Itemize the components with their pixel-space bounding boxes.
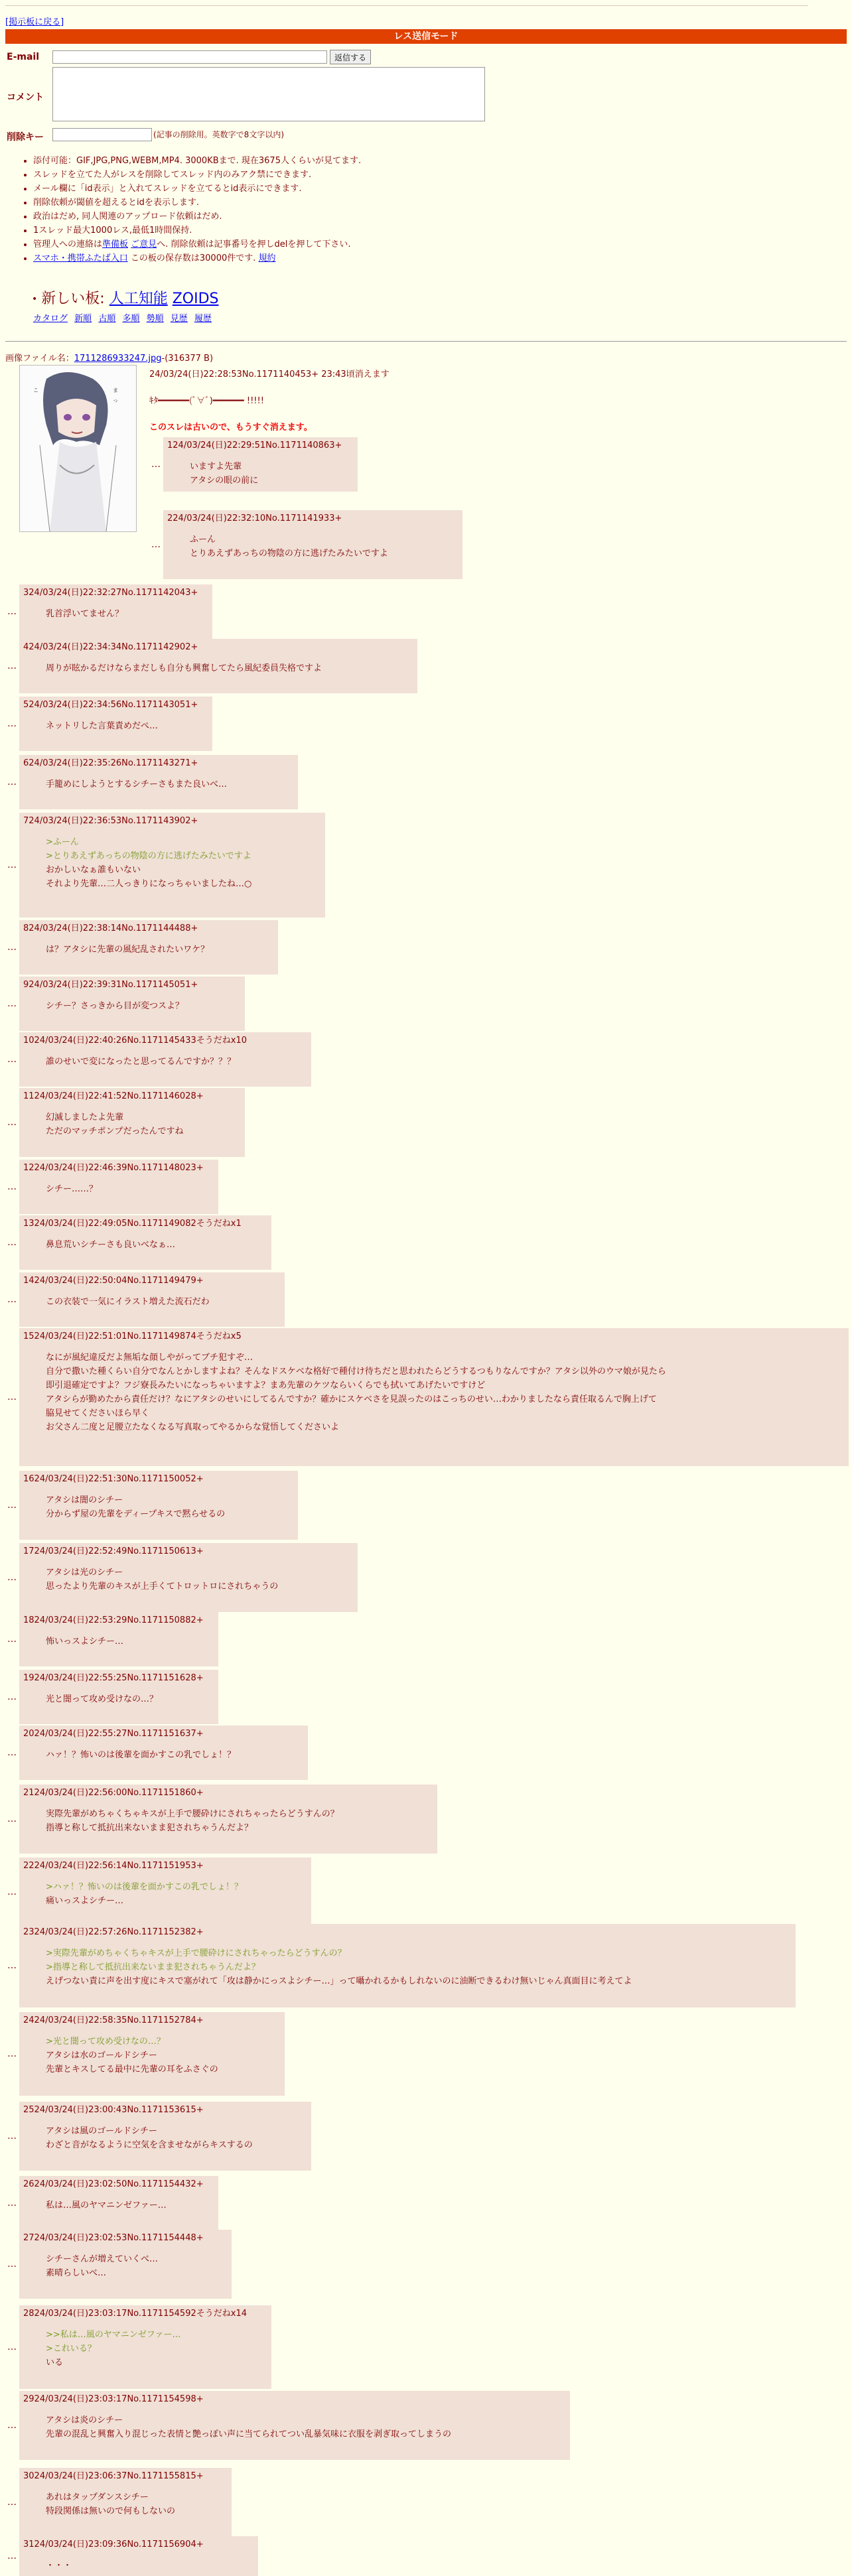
new-boards: [32, 287, 218, 308]
mobile-entrance-link[interactable]: スマホ・携帯ふたば入口: [33, 253, 128, 263]
reply-line: 幻滅しましたよ先輩: [46, 1113, 124, 1122]
ellipsis-icon: …: [7, 860, 17, 870]
ellipsis-icon: …: [7, 718, 17, 729]
back-to-board-link[interactable]: [掲示板に戻る]: [5, 17, 64, 27]
reply-line: 思ったより先輩のキスが上手くてトロットロにされちゃうの: [46, 1582, 279, 1592]
reply-header[interactable]: 1524/03/24(日)22:51:01No.1171149874そうだねx5: [23, 1331, 242, 1341]
quote-line: >>私は…風のヤマニンゼファー…: [46, 2330, 181, 2340]
rule-item: • 添付可能：GIF,JPG,PNG,WEBM,MP4. 3000KBまで. 現在3675人くらいが見てます.: [33, 155, 361, 167]
reply-line: アタシは闇のシチー: [46, 1495, 123, 1505]
ellipsis-icon: …: [7, 1887, 17, 1897]
viewed-history-link[interactable]: 見歴: [170, 314, 188, 324]
reply-line: なにが風紀違反だよ無垢な顔しやがってブチ犯すぞ…: [46, 1353, 253, 1363]
reply-line: 手籠めにしようとするシチーさもまた良いべ…: [46, 780, 228, 789]
ellipsis-icon: …: [7, 2049, 17, 2059]
quote-line: >これいる？: [46, 2344, 96, 2354]
reply-header[interactable]: 2024/03/24(日)22:55:27No.1171151637+: [23, 1729, 204, 1739]
reply-header[interactable]: 1024/03/24(日)22:40:26No.1171145433そうだねx10: [23, 1036, 247, 1046]
reply-header[interactable]: 1924/03/24(日)22:55:25No.1171151628+: [23, 1673, 204, 1683]
reply-body: [23, 1493, 294, 1521]
reply-post: [19, 584, 212, 639]
reply-line: それより先輩…二人っきりになっちゃいましたね…○: [46, 879, 252, 889]
reply-header[interactable]: 3124/03/24(日)23:09:36No.1171156904+: [23, 2540, 204, 2549]
opinion-link[interactable]: ご意見: [131, 239, 157, 249]
terms-link[interactable]: 規約: [258, 253, 276, 263]
op-body: ｷﾀ━━━━━━(ﾟ∀ﾟ)━━━━━━ !!!!!: [149, 396, 264, 406]
reply-post: [163, 510, 462, 579]
reply-line: アタシらが勤めたから責任だけ？なにアタシのせいにしてるんですか？確かにスケベさを見誤ったのはこっちのせい…わかりましたなら責任取るんで胸上げて: [46, 1394, 657, 1404]
reply-body: [23, 2490, 228, 2518]
reply-post: [19, 2230, 232, 2299]
reply-line: いますよ先輩: [190, 462, 242, 472]
delete-key-field[interactable]: [52, 128, 152, 141]
ellipsis-icon: …: [7, 606, 17, 617]
section-divider: [5, 341, 847, 342]
reply-post: [19, 1924, 796, 2007]
reply-post: [19, 2012, 285, 2096]
reply-body: [23, 1238, 267, 1252]
reply-body: [23, 2199, 214, 2212]
reply-header[interactable]: 124/03/24(日)22:29:51No.1171140863+: [167, 441, 342, 450]
rule-item: • メール欄に「id表示」と入れてスレッドを立てるとid表示にできます.: [33, 183, 361, 195]
reply-header[interactable]: 924/03/24(日)22:39:31No.1171145051+: [23, 980, 198, 990]
reply-body: [23, 2035, 281, 2076]
reply-body: [23, 835, 321, 891]
ellipsis-icon: …: [7, 1500, 17, 1511]
thread-expiry-warning: このスレは古いので、もうすぐ消えます。: [149, 423, 313, 433]
ellipsis-icon: …: [7, 1747, 17, 1758]
comment-label: コメント: [7, 92, 44, 103]
reply-header[interactable]: 2824/03/24(日)23:03:17No.1171154592そうだねx14: [23, 2309, 247, 2319]
reply-header[interactable]: 1424/03/24(日)22:50:04No.1171149479+: [23, 1276, 204, 1286]
reply-line: 先輩の混乱と興奮入り混じった表情と艶っぽい声に当てられてつい乱暴気味に衣服を剥ぎ取ってしまうの: [46, 2429, 452, 2439]
reply-post: [19, 1612, 218, 1666]
reply-header[interactable]: 2124/03/24(日)22:56:00No.1171151860+: [23, 1788, 204, 1798]
svg-text:っ: っ: [113, 397, 118, 403]
reply-header[interactable]: 1824/03/24(日)22:53:29No.1171150882+: [23, 1615, 204, 1625]
reply-body: [23, 778, 294, 791]
reply-body: [23, 661, 413, 675]
ellipsis-icon: …: [7, 1814, 17, 1824]
reply-body: [23, 1807, 433, 1835]
ellipsis-icon: …: [7, 1634, 17, 1645]
reply-line: 誰のせいで変になったと思ってるんですか？？？: [46, 1057, 236, 1067]
reply-header[interactable]: 424/03/24(日)22:34:34No.1171142902+: [23, 642, 198, 652]
reply-body: [23, 607, 208, 621]
reply-line: アタシは水のゴールドシチー: [46, 2051, 157, 2061]
svg-text:ま: ま: [113, 387, 118, 393]
reply-line: ネットリした言葉責めだぺ…: [46, 721, 159, 731]
reply-line: アタシの眼の前に: [190, 476, 259, 486]
reply-line: アタシは風のゴールドシチー: [46, 2126, 157, 2136]
reply-header[interactable]: 2224/03/24(日)22:56:14No.1171151953+: [23, 1861, 204, 1871]
reply-body: [23, 1566, 354, 1593]
reply-post: [19, 2536, 258, 2576]
reply-body: [23, 1055, 307, 1069]
rule-item-contact: [33, 239, 361, 251]
reply-post: [19, 1160, 218, 1214]
reply-post: [19, 1032, 311, 1087]
reply-line: お父さん二度と足腰立たなくなる写真取ってやるからな覚悟してくださいよ: [46, 1422, 340, 1432]
ellipsis-icon: …: [7, 661, 17, 671]
reply-header[interactable]: 224/03/24(日)22:32:10No.1171141933+: [167, 513, 342, 523]
rule-item: • スレッドを立てた人がレスを削除してスレッド内のみアク禁にできます.: [33, 169, 361, 181]
ellipsis-icon: …: [7, 998, 17, 1009]
reply-body: [23, 1880, 307, 1908]
reply-header[interactable]: 1624/03/24(日)22:51:30No.1171150052+: [23, 1474, 204, 1484]
reply-post: [19, 2391, 570, 2460]
reply-post: [19, 2305, 271, 2389]
catalog-link[interactable]: カタログ: [33, 314, 68, 324]
reply-post: [19, 1858, 311, 1927]
reply-header[interactable]: 524/03/24(日)22:34:56No.1171143051+: [23, 700, 198, 710]
ellipsis-icon: …: [151, 539, 161, 550]
file-prefix: 画像ファイル名：: [5, 354, 74, 364]
reply-line: 私は…風のヤマニンゼファー…: [46, 2201, 167, 2210]
reply-line: 鼻息荒いシチーさも良いべなぁ…: [46, 1240, 176, 1250]
rule-save-count: この板の保存数は30000件です.: [130, 253, 256, 263]
reply-mode-bar: レス送信モード: [5, 29, 847, 44]
reply-post: [19, 1670, 218, 1724]
ellipsis-icon: …: [7, 2342, 17, 2352]
reply-line: アタシは炎のシチー: [46, 2415, 123, 2425]
rule-item-mobile: [33, 253, 361, 265]
reply-body: [23, 1635, 214, 1649]
reply-line: おかしいなぁ誰もいない: [46, 865, 141, 875]
reply-line: えげつない責に声を出す度にキスで塞がれて「攻は静かにっスよシチー…」って囁かれるかもしれないのに油断できるわけ無いじゃん真面目に考えてよ: [46, 1976, 632, 1986]
reply-header[interactable]: 2724/03/24(日)23:02:53No.1171154448+: [23, 2233, 204, 2243]
reply-body: [23, 1748, 304, 1762]
ellipsis-icon: …: [7, 1182, 17, 1192]
catalog-links: [33, 311, 216, 324]
reply-post: [19, 1471, 298, 1540]
reply-post: [19, 2176, 218, 2230]
reply-line: ただのマッチポンプだったんですね: [46, 1126, 184, 1136]
rule-del-text: へ. 削除依頼は記事番号を押しdelを押して下さい.: [157, 239, 351, 249]
reply-body: [23, 2124, 307, 2152]
reply-line: 光と闇って攻め受けなの…？: [46, 1694, 159, 1704]
ellipsis-icon: …: [7, 2259, 17, 2270]
quote-line: >ふーん: [46, 837, 79, 847]
ellipsis-icon: …: [151, 459, 161, 470]
reply-post: [19, 920, 278, 975]
reply-line: 分からず屋の先輩をディープキスで黙らせるの: [46, 1509, 226, 1519]
reply-body: [23, 999, 241, 1013]
reply-header[interactable]: 1224/03/24(日)22:46:39No.1171148023+: [23, 1163, 204, 1173]
ellipsis-icon: …: [7, 1117, 17, 1128]
reply-line: 脇見せてくださいほら早く: [46, 1408, 150, 1418]
ellipsis-icon: …: [7, 2198, 17, 2208]
reply-body: [23, 1351, 845, 1434]
reply-header[interactable]: 2924/03/24(日)23:03:17No.1171154598+: [23, 2394, 204, 2404]
reply-post: [163, 437, 358, 492]
sort-old-link[interactable]: 古順: [98, 314, 116, 324]
email-field[interactable]: [52, 50, 327, 64]
reply-post: [19, 1785, 437, 1854]
reply-post: [19, 2468, 232, 2537]
file-size: -(316377 B): [161, 354, 214, 364]
reply-header[interactable]: 2424/03/24(日)22:58:35No.1171152784+: [23, 2015, 204, 2025]
rule-item: • 削除依頼が閾値を超えるとidを表示します.: [33, 197, 361, 209]
reply-header[interactable]: 1324/03/24(日)22:49:05No.1171149082そうだねx1: [23, 1219, 242, 1229]
op-file-line: [5, 351, 213, 364]
reply-header[interactable]: 824/03/24(日)22:38:14No.1171144488+: [23, 923, 198, 933]
svg-text:こ: こ: [33, 387, 38, 393]
reply-body: [167, 533, 459, 561]
reply-post: [19, 755, 298, 809]
reply-line: ハァ！？怖いのは後輩を面かすこの乳でしょ！？: [46, 1750, 236, 1760]
comment-textarea[interactable]: [52, 67, 485, 121]
ellipsis-icon: …: [7, 1294, 17, 1305]
reply-line: 周りが眩かるだけならまだしも自分も興奮してたら風紀委員失格ですよ: [46, 663, 322, 673]
op-file-link[interactable]: 1711286933247.jpg: [74, 354, 162, 364]
reply-line: 怖いっスよシチー…: [46, 1637, 124, 1647]
rules-list: [16, 155, 361, 267]
reply-line: 痛いっスよシチー…: [46, 1896, 124, 1906]
reply-line: とりあえずあっちの物陰の方に逃げたみたいですよ: [190, 549, 388, 559]
reply-line: 指導と称して抵抗出来ないまま犯されちゃうんだよ？: [46, 1823, 253, 1833]
reply-line: 自分で撒いた種くらい自分でなんとかしますよね？そんなドスケベな格好で種付け待ちだと思われたらどうするつもりなんですか？アタシ以外のウマ娘が見たら: [46, 1367, 666, 1377]
reply-body: [23, 719, 208, 733]
bullet-icon: •: [32, 294, 38, 305]
rule-item: • 1スレッド最大1000レス,最低1時間保持.: [33, 225, 361, 237]
ellipsis-icon: …: [7, 1392, 17, 1402]
reply-header[interactable]: 324/03/24(日)22:32:27No.1171142043+: [23, 588, 198, 598]
ellipsis-icon: …: [7, 1237, 17, 1248]
top-divider: [5, 5, 808, 6]
reply-header[interactable]: 1124/03/24(日)22:41:52No.1171146028+: [23, 1091, 204, 1101]
submit-reply-button[interactable]: 返信する: [330, 50, 371, 64]
reply-header[interactable]: 2324/03/24(日)22:57:26No.1171152382+: [23, 1927, 204, 1937]
reply-line: は？アタシに先輩の風紀乱されたいワケ？: [46, 945, 210, 955]
reply-post: [19, 639, 417, 693]
reply-body: [23, 2559, 254, 2573]
reply-post: [19, 2102, 311, 2171]
ellipsis-icon: …: [7, 1960, 17, 1971]
reply-body: [23, 1182, 214, 1196]
reply-post: [19, 1272, 285, 1327]
quote-line: >ハァ！？怖いのは後輩を面かすこの乳でしょ！？: [46, 1882, 243, 1892]
reply-line: 乳首浮いてません？: [46, 609, 124, 619]
reply-body: [23, 1111, 241, 1138]
new-board-link-zoids[interactable]: ZOIDS: [172, 291, 219, 307]
reply-body: [23, 1946, 792, 1988]
rule-contact-text: 管理人への連絡は: [33, 239, 103, 249]
new-board-link-ai[interactable]: 人工知能: [109, 291, 168, 307]
reply-line: シチー？さっきから目が変つスよ？: [46, 1001, 184, 1011]
reply-post: [19, 813, 325, 917]
reply-line: シチー……？: [46, 1184, 98, 1194]
quote-line: >実際先輩がめちゃくちゃキスが上手で腰砕けにされちゃったらどうすんの？: [46, 1948, 346, 1958]
reply-header[interactable]: 624/03/24(日)22:35:26No.1171143271+: [23, 758, 198, 768]
reply-line: いる: [46, 2358, 64, 2368]
reply-header[interactable]: 724/03/24(日)22:36:53No.1171143902+: [23, 816, 198, 826]
ellipsis-icon: …: [7, 2131, 17, 2141]
reply-header[interactable]: 1724/03/24(日)22:52:49No.1171150613+: [23, 1546, 204, 1556]
reply-post: [19, 1543, 358, 1612]
op-header: 24/03/24(日)22:28:53No.1171140453+ 23:43頃消えます: [149, 370, 390, 379]
delete-key-note: (記事の削除用。英数字で8文字以内): [153, 130, 284, 139]
reply-post: [19, 1088, 245, 1157]
ellipsis-icon: …: [7, 1572, 17, 1583]
reply-body: [23, 943, 274, 957]
quote-line: >とりあえずあっちの物陰の方に逃げたみたいですよ: [46, 851, 251, 861]
quote-line: >指導と称して抵抗出来ないまま犯されちゃうんだよ？: [46, 1962, 260, 1972]
reply-line: 即引退確定ですよ？フジ寮長みたいになっちゃいますよ？まあ先輩のケツならいくらでも拭いてあげたいですけど: [46, 1381, 486, 1390]
reply-line: この衣装で一気にイラスト増えた流石だわ: [46, 1297, 210, 1307]
sort-new-link[interactable]: 新順: [74, 314, 92, 324]
reply-line: ・・・: [46, 2561, 72, 2571]
ellipsis-icon: …: [7, 2497, 17, 2508]
reply-post: [19, 1726, 308, 1780]
reply-line: アタシは光のシチー: [46, 1568, 123, 1578]
reply-post: [19, 977, 245, 1031]
reply-header[interactable]: 2624/03/24(日)23:02:50No.1171154432+: [23, 2179, 204, 2189]
reply-line: 特段関係は無いので何もしないの: [46, 2506, 176, 2516]
reply-line: わざと音がなるように空気を含ませながらキスするの: [46, 2140, 253, 2150]
reply-body: [23, 2252, 228, 2280]
email-label: E-mail: [7, 52, 40, 62]
reply-body: [23, 1692, 214, 1706]
reply-post: [19, 1215, 271, 1270]
ellipsis-icon: …: [7, 2551, 17, 2561]
history-link[interactable]: 履歴: [194, 314, 212, 324]
reply-body: [23, 2413, 566, 2441]
contact-board-link[interactable]: 準備板: [102, 239, 129, 249]
reply-body: [167, 460, 354, 488]
reply-body: [23, 1295, 281, 1309]
ellipsis-icon: …: [7, 1054, 17, 1065]
sort-momentum-link[interactable]: 勢順: [146, 314, 164, 324]
op-thumbnail-image[interactable]: [19, 365, 137, 532]
ellipsis-icon: …: [7, 2420, 17, 2431]
ellipsis-icon: …: [7, 1692, 17, 1702]
sort-many-link[interactable]: 多順: [122, 314, 140, 324]
reply-line: ふーん: [190, 535, 216, 545]
reply-post: [19, 1328, 849, 1466]
new-board-prefix: 新しい板:: [41, 291, 105, 307]
ellipsis-icon: …: [7, 777, 17, 787]
reply-line: 先輩とキスしてる最中に先輩の耳をふさぐの: [46, 2065, 218, 2074]
reply-post: [19, 697, 212, 751]
anime-girl-illustration: [20, 366, 136, 531]
ellipsis-icon: …: [7, 942, 17, 953]
delete-key-label: 削除キー: [7, 132, 44, 143]
reply-header[interactable]: 2524/03/24(日)23:00:43No.1171153615+: [23, 2105, 204, 2115]
reply-body: [23, 2328, 267, 2370]
reply-line: 実際先輩がめちゃくちゃキスが上手で腰砕けにされちゃったらどうすんの？: [46, 1809, 339, 1819]
reply-line: あれはタップダンスシチー: [46, 2492, 149, 2502]
reply-header[interactable]: 3024/03/24(日)23:06:37No.1171155815+: [23, 2471, 204, 2481]
reply-line: 素晴らしいべ…: [46, 2268, 107, 2278]
rule-item: • 政治はだめ, 同人関連のアップロード依頼はだめ.: [33, 211, 361, 223]
quote-line: >光と闇って攻め受けなの…？: [46, 2037, 165, 2047]
reply-line: シチーさんが増えていくべ…: [46, 2254, 159, 2264]
